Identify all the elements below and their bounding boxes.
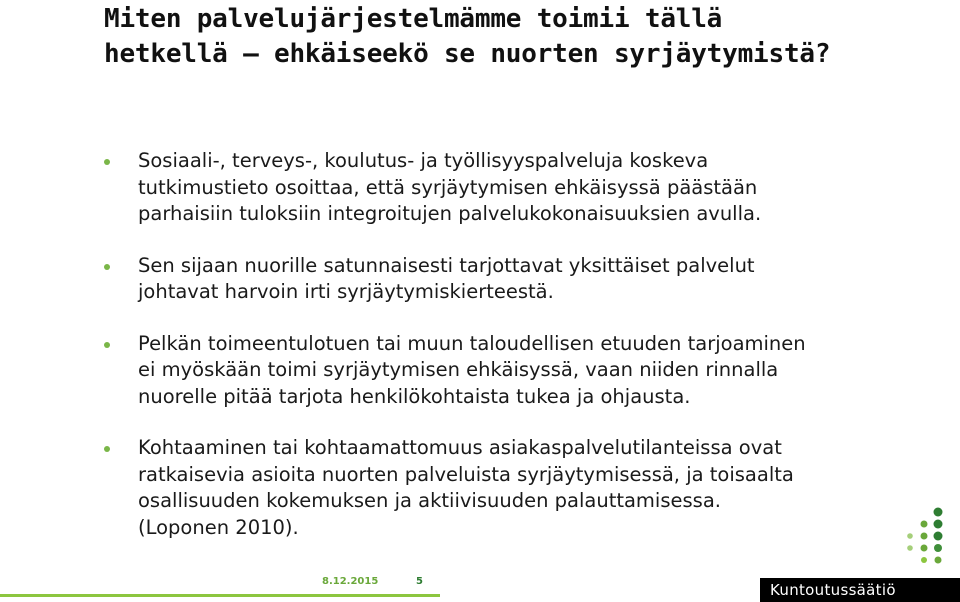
page-number: 5 bbox=[416, 576, 423, 587]
bullet-text-line: osallisuuden kokemuksen ja aktiivisuuden palauttamisessa. bbox=[138, 489, 721, 512]
bullet-dot-icon bbox=[104, 446, 110, 452]
footer-accent-line bbox=[0, 594, 440, 597]
bullet-text-line: Sen sijaan nuorille satunnaisesti tarjottavat yksittäiset palvelut bbox=[138, 253, 755, 277]
slide-title-line-1: Miten palvelujärjestelmämme toimii tällä bbox=[104, 4, 723, 34]
bullet-text-line: (Loponen 2010). bbox=[138, 515, 299, 539]
bullet-text-line: Kohtaaminen tai kohtaamattomuus asiakaspalvelutilanteissa ovat bbox=[138, 436, 782, 459]
bullet-item bbox=[104, 253, 894, 306]
bullet-text-line: ei myöskään toimi syrjäytymisen ehkäisyssä, vaan niiden rinnalla bbox=[138, 358, 779, 381]
bullet-text-line: Sosiaali-, terveys-, koulutus- ja työllisyyspalveluja koskeva bbox=[138, 149, 709, 172]
footer-date: 8.12.2015 bbox=[322, 576, 379, 587]
green-dot-grid-logo-icon bbox=[896, 500, 956, 575]
bullet-list bbox=[104, 148, 894, 566]
bullet-dot-icon bbox=[104, 342, 110, 348]
slide-title-line-2: hetkellä – ehkäiseekö se nuorten syrjäytymistä? bbox=[104, 39, 831, 69]
bullet-item bbox=[104, 331, 894, 411]
bullet-dot-icon bbox=[104, 159, 110, 165]
bullet-text-line: nuorelle pitää tarjota henkilökohtaista tukea ja ohjausta. bbox=[138, 384, 691, 408]
bullet-text-line: Pelkän toimeentulotuen tai muun taloudellisen etuuden tarjoaminen bbox=[138, 331, 806, 355]
slide-title bbox=[104, 2, 924, 72]
bullet-item bbox=[104, 148, 894, 228]
bullet-item bbox=[104, 435, 894, 541]
brand-name: Kuntoutussäätiö bbox=[770, 581, 896, 599]
bullet-dot-icon bbox=[104, 264, 110, 270]
bullet-text-line: ratkaisevia asioita nuorten palveluista syrjäytymisessä, ja toisaalta bbox=[138, 462, 794, 486]
bullet-text-line: tutkimustieto osoittaa, että syrjäytymisen ehkäisyssä päästään bbox=[138, 175, 758, 199]
bullet-text-line: johtavat harvoin irti syrjäytymiskierteestä. bbox=[138, 280, 554, 303]
bullet-text-line: parhaisiin tuloksiin integroitujen palvelukokonaisuuksien avulla. bbox=[138, 202, 762, 225]
